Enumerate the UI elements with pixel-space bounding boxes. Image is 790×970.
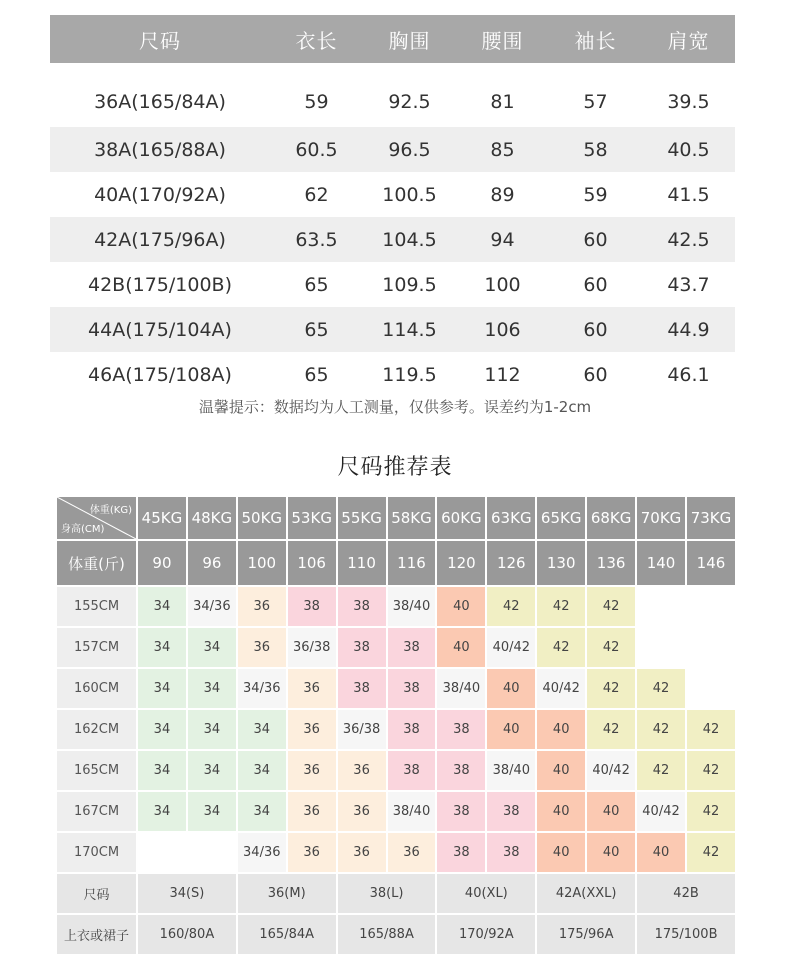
recommend-cell: 42 [587,710,635,749]
length-cell: 59 [304,91,329,113]
weight-kg-cell: 60KG [437,497,485,539]
shoulder-cell: 42.5 [642,217,735,262]
recommend-cell: 34 [188,792,236,831]
top-size-cell: 165/84A [238,915,336,954]
recommend-cell: 36 [288,751,336,790]
size-cell: 36A(165/84A) [94,91,226,113]
length-cell: 65 [304,273,329,296]
size-cell: 44A(175/104A) [50,307,270,352]
corner-weight-label: 体重(KG) [89,505,132,516]
shoulder-cell: 46.1 [667,363,710,386]
length-cell: 65 [304,363,329,386]
recommend-cell: 34 [138,587,186,626]
recommend-cell [687,628,735,667]
waist-cell: 89 [490,183,515,206]
recommend-cell: 42 [687,710,735,749]
header-length: 衣长 [270,15,363,63]
recommend-cell: 34 [188,751,236,790]
recommend-cell: 42 [637,710,685,749]
recommend-cell: 34 [238,710,286,749]
recommend-cell: 38 [388,710,436,749]
corner-height-label: 身高(CM) [61,524,105,535]
size-name-cell: 40(XL) [437,874,535,913]
recommend-cell: 42 [537,587,585,626]
weight-kg-cell: 73KG [687,497,735,539]
recommend-cell: 40 [437,628,485,667]
chest-cell: 109.5 [382,273,437,296]
recommend-title: 尺码推荐表 [337,455,453,480]
recommend-cell: 38 [288,587,336,626]
height-row [57,669,735,708]
size-name-cell: 42B [637,874,735,913]
size-name-cell: 42A(XXL) [537,874,635,913]
corner-header [57,497,136,539]
size-name-cell: 38(L) [338,874,436,913]
recommend-cell: 40/42 [487,628,535,667]
recommend-cell: 34 [138,628,186,667]
shoulder-cell: 41.5 [667,183,710,206]
recommend-cell: 34 [188,628,236,667]
recommend-cell: 40 [537,751,585,790]
recommend-cell: 36 [238,628,286,667]
height-label: 167CM [57,792,136,831]
recommend-cell: 36/38 [338,710,386,749]
recommend-cell: 36 [338,792,386,831]
chest-cell: 96.5 [363,127,456,172]
waist-cell: 100 [484,273,521,296]
recommend-cell: 42 [637,669,685,708]
shoulder-cell: 43.7 [667,273,710,296]
recommend-cell: 40 [587,833,635,872]
header-waist: 腰围 [456,15,549,63]
size-chart-row [50,217,735,262]
length-cell: 63.5 [270,217,363,262]
height-label: 170CM [57,833,136,872]
size-chart-row [50,63,735,127]
recommend-cell: 42 [687,792,735,831]
measurement-note: 温馨提示：数据均为人工测量，仅供参考。误差约为1-2cm [198,398,592,416]
waist-cell: 94 [456,217,549,262]
waist-cell: 106 [456,307,549,352]
height-row [57,587,735,626]
height-label: 157CM [57,628,136,667]
recommend-cell: 36 [388,833,436,872]
size-chart-row [50,352,735,397]
weight-jin-cell: 106 [288,541,336,585]
recommend-cell: 34 [138,751,186,790]
waist-cell: 85 [456,127,549,172]
recommend-cell: 34 [188,669,236,708]
chest-cell: 119.5 [382,363,437,386]
recommend-cell: 34 [188,710,236,749]
recommend-cell: 38 [437,833,485,872]
sleeve-cell: 60 [583,363,608,386]
weight-jin-cell: 96 [188,541,236,585]
recommend-cell: 38 [487,833,535,872]
recommend-cell: 36 [338,751,386,790]
size-name-cell: 34(S) [138,874,236,913]
recommend-cell: 36 [288,669,336,708]
header-size: 尺码 [50,15,270,63]
recommend-cell: 36 [288,710,336,749]
weight-kg-cell: 45KG [138,497,186,539]
recommend-cell [188,833,236,872]
chest-cell: 114.5 [363,307,456,352]
chest-cell: 100.5 [382,183,437,206]
top-size-cell: 165/88A [338,915,436,954]
recommend-cell: 40 [587,792,635,831]
recommend-cell: 38/40 [437,669,485,708]
top-size-cell: 175/96A [537,915,635,954]
height-label: 160CM [57,669,136,708]
weight-kg-cell: 53KG [288,497,336,539]
recommend-cell: 36 [338,833,386,872]
recommend-cell: 40 [537,792,585,831]
recommend-cell [637,628,685,667]
sleeve-cell: 57 [583,91,608,113]
recommend-cell: 40 [537,833,585,872]
waist-cell: 81 [490,91,515,113]
recommend-cell: 34 [138,669,186,708]
size-chart-row [50,307,735,352]
height-row [57,751,735,790]
recommend-cell [687,587,735,626]
recommend-cell: 34/36 [238,833,286,872]
sleeve-cell: 60 [549,307,642,352]
header-chest: 胸围 [363,15,456,63]
shoulder-cell: 40.5 [642,127,735,172]
chest-cell: 104.5 [363,217,456,262]
weight-jin-cell: 90 [138,541,186,585]
height-row [57,792,735,831]
length-cell: 62 [304,183,329,206]
recommend-cell: 38 [338,587,386,626]
weight-kg-cell: 50KG [238,497,286,539]
weight-kg-cell: 68KG [587,497,635,539]
length-cell: 60.5 [270,127,363,172]
size-label-row [57,874,735,913]
size-chart-header [50,15,735,63]
shoulder-cell: 39.5 [667,91,710,113]
size-cell: 42B(175/100B) [87,273,232,296]
header-shoulder: 肩宽 [642,15,735,63]
recommend-cell: 34/36 [238,669,286,708]
recommend-cell: 38 [437,792,485,831]
weight-kg-cell: 70KG [637,497,685,539]
recommend-cell: 40 [487,669,535,708]
recommend-cell: 40 [537,710,585,749]
weight-jin-cell: 120 [437,541,485,585]
recommend-cell: 38 [388,628,436,667]
size-recommend-table [55,495,737,956]
recommend-cell: 34 [138,710,186,749]
weight-jin-cell: 136 [587,541,635,585]
recommend-cell: 38 [437,710,485,749]
weight-jin-cell: 110 [338,541,386,585]
weight-kg-cell: 55KG [338,497,386,539]
recommend-cell [637,587,685,626]
size-chart-row [50,172,735,217]
size-row-label: 尺码 [57,874,136,913]
recommend-cell: 42 [687,751,735,790]
height-row [57,628,735,667]
weight-kg-row [57,497,735,539]
recommend-cell: 42 [487,587,535,626]
size-cell: 46A(175/108A) [88,363,232,386]
top-size-cell: 170/92A [437,915,535,954]
recommend-cell: 38 [388,669,436,708]
weight-jin-cell: 146 [687,541,735,585]
size-chart-row [50,262,735,307]
recommend-cell: 40/42 [587,751,635,790]
shoulder-cell: 44.9 [642,307,735,352]
height-label: 165CM [57,751,136,790]
recommend-cell: 42 [587,628,635,667]
recommend-cell: 36 [288,792,336,831]
size-cell: 38A(165/88A) [50,127,270,172]
recommend-cell: 34 [238,792,286,831]
recommend-cell: 40/42 [637,792,685,831]
weight-jin-cell: 100 [238,541,286,585]
top-size-cell: 160/80A [138,915,236,954]
height-row [57,710,735,749]
recommend-cell: 40 [437,587,485,626]
recommend-cell: 38 [388,751,436,790]
recommend-cell [687,669,735,708]
weight-jin-cell: 140 [637,541,685,585]
weight-jin-label: 体重(斤) [57,541,136,585]
sleeve-cell: 60 [549,217,642,262]
recommend-cell: 42 [587,587,635,626]
recommend-cell: 40 [487,710,535,749]
recommend-cell: 42 [537,628,585,667]
size-name-cell: 36(M) [238,874,336,913]
recommend-cell: 38 [338,628,386,667]
recommend-cell [138,833,186,872]
recommend-cell: 38 [338,669,386,708]
recommend-cell: 34 [238,751,286,790]
sleeve-cell: 59 [583,183,608,206]
weight-kg-cell: 65KG [537,497,585,539]
size-chart-table [50,15,735,397]
top-row-label: 上衣或裙子 [57,915,136,954]
recommend-cell: 36/38 [288,628,336,667]
weight-jin-cell: 116 [388,541,436,585]
weight-kg-cell: 58KG [388,497,436,539]
recommend-cell: 38 [437,751,485,790]
top-size-row [57,915,735,954]
size-cell: 40A(170/92A) [94,183,226,206]
weight-kg-cell: 63KG [487,497,535,539]
waist-cell: 112 [484,363,521,386]
height-row [57,833,735,872]
height-label: 162CM [57,710,136,749]
sleeve-cell: 60 [583,273,608,296]
header-sleeve: 袖长 [549,15,642,63]
weight-jin-row [57,541,735,585]
recommend-cell: 36 [238,587,286,626]
weight-jin-cell: 130 [537,541,585,585]
recommend-cell: 40/42 [537,669,585,708]
recommend-cell: 34 [138,792,186,831]
recommend-cell: 42 [637,751,685,790]
top-size-cell: 175/100B [637,915,735,954]
recommend-cell: 36 [288,833,336,872]
length-cell: 65 [270,307,363,352]
weight-kg-cell: 48KG [188,497,236,539]
recommend-cell: 40 [637,833,685,872]
height-label: 155CM [57,587,136,626]
recommend-cell: 38 [487,792,535,831]
sleeve-cell: 58 [549,127,642,172]
recommend-cell: 34/36 [188,587,236,626]
recommend-cell: 38/40 [388,587,436,626]
recommend-cell: 38/40 [388,792,436,831]
chest-cell: 92.5 [388,91,431,113]
recommend-cell: 42 [587,669,635,708]
size-chart-row [50,127,735,172]
size-cell: 42A(175/96A) [50,217,270,262]
recommend-cell: 42 [687,833,735,872]
weight-jin-cell: 126 [487,541,535,585]
recommend-cell: 38/40 [487,751,535,790]
